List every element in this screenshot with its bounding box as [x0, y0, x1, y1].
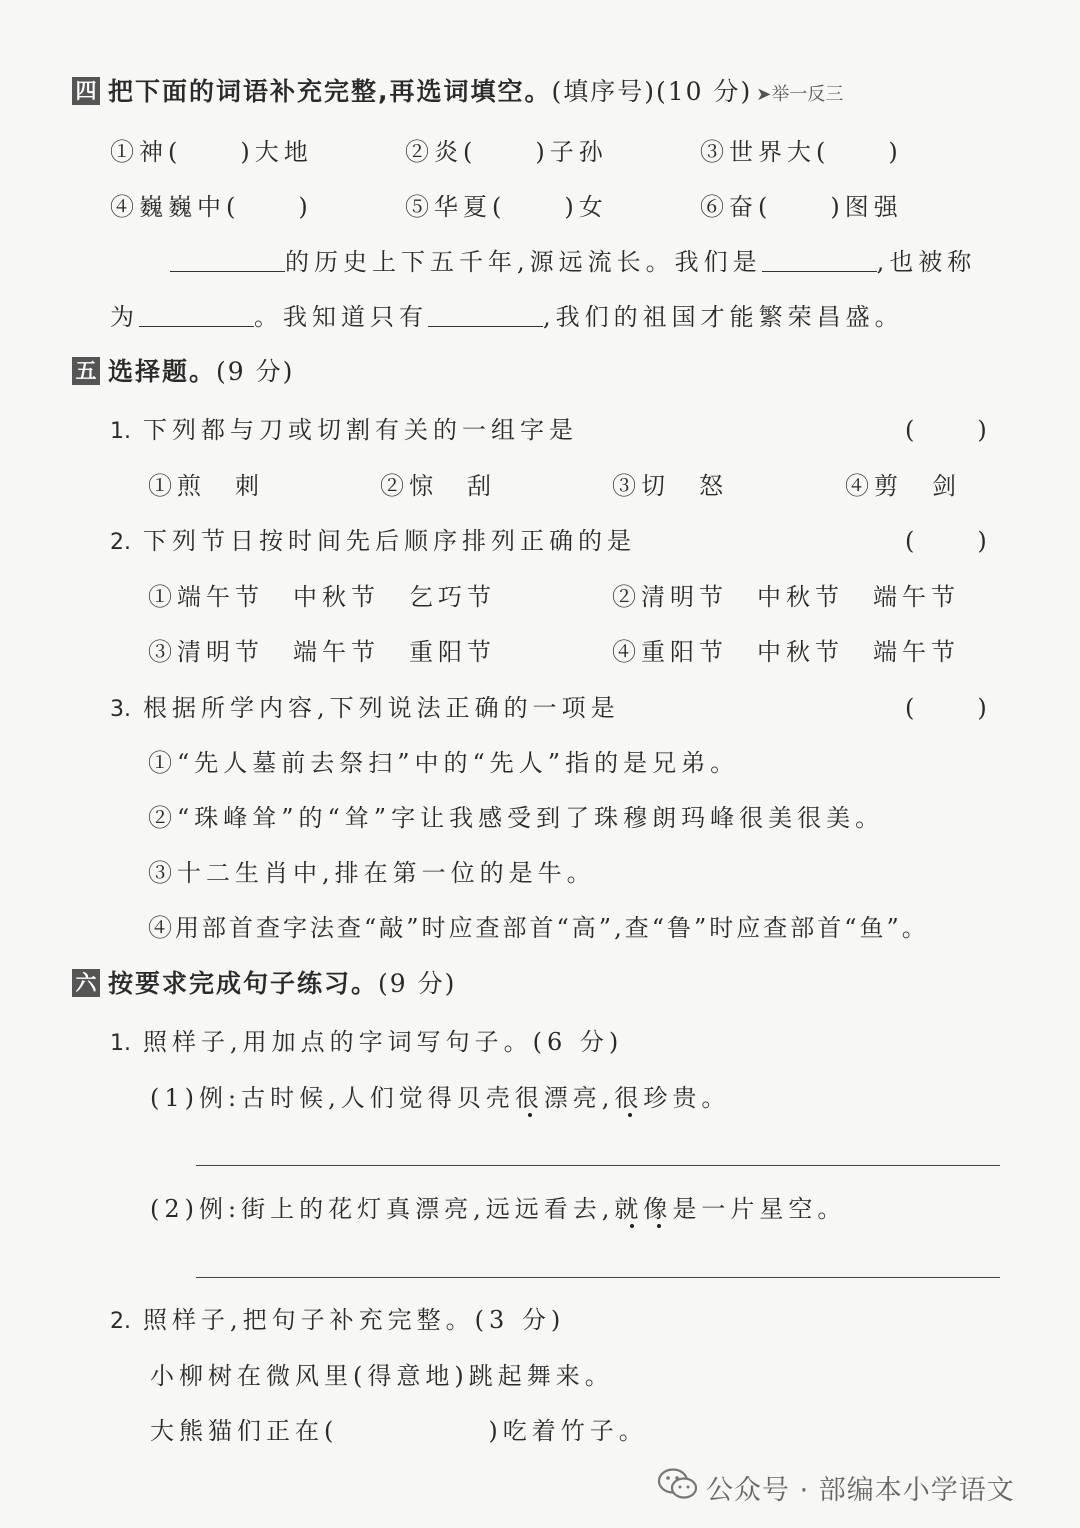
task-6-2: 大熊猫们正在( )吃着竹子。	[150, 1417, 648, 1445]
example-6-1-1: (1)例:古时候,人们觉得贝壳很漂亮,很珍贵。	[150, 1084, 731, 1112]
section-6-points: (9 分)	[378, 969, 457, 998]
question-5-1: 1. 下列都与刀或切割有关的一组字是	[110, 416, 578, 444]
word-item-5: ⑤华夏( )女	[405, 193, 608, 221]
answer-blank-1[interactable]	[170, 271, 285, 272]
word-item-2: ②炎( )子孙	[405, 138, 608, 166]
section-6-badge: 六	[72, 969, 100, 997]
word-item-4: ④巍巍中( )	[110, 193, 313, 221]
example-6-1-2: (2)例:街上的花灯真漂亮,远远看去,就像是一片星空。	[150, 1195, 847, 1223]
section-5-heading	[72, 352, 294, 388]
option-5-3-d: ④用部首查字法查“敲”时应查部首“高”,查“鲁”时应查部首“鱼”。	[148, 914, 929, 942]
answer-blank-2[interactable]	[762, 271, 877, 272]
section-5-badge: 五	[72, 357, 100, 385]
word-item-3: ③世界大( )	[700, 138, 903, 166]
question-6-2: 2. 照样子,把句子补充完整。(3 分)	[110, 1306, 566, 1334]
question-5-3: 3. 根据所学内容,下列说法正确的一项是	[110, 694, 620, 722]
option-5-2-c: ③清明节 端午节 重阳节	[148, 638, 496, 666]
option-5-3-c: ③十二生肖中,排在第一位的是牛。	[148, 859, 596, 887]
option-5-2-a: ①端午节 中秋节 乞巧节	[148, 583, 496, 611]
section-4-badge: 四	[72, 77, 100, 105]
section-5-points: (9 分)	[216, 357, 295, 386]
answer-line-2[interactable]	[196, 1277, 1000, 1278]
watermark-text: 公众号 · 部编本小学语文	[706, 1475, 1015, 1506]
answer-blank-4[interactable]	[428, 326, 543, 327]
option-5-3-b: ②“珠峰耸”的“耸”字让我感受到了珠穆朗玛峰很美很美。	[148, 804, 885, 832]
emphasis-dot	[630, 1224, 634, 1228]
question-6-1: 1. 照样子,用加点的字词写句子。(6 分)	[110, 1028, 624, 1056]
question-5-2: 2. 下列节日按时间先后顺序排列正确的是	[110, 527, 636, 555]
option-5-1-c: ③切 怒	[612, 472, 728, 500]
section-4-points: (填序号)(10 分)	[551, 77, 753, 106]
section-4-title: 把下面的词语补充完整,再选词填空。	[108, 77, 552, 106]
section-6-heading	[72, 964, 456, 1000]
word-item-6: ⑥奋( )图强	[700, 193, 903, 221]
emphasis-dot	[657, 1224, 661, 1228]
option-5-1-d: ④剪 剑	[845, 472, 961, 500]
option-5-3-a: ①“先人墓前去祭扫”中的“先人”指的是兄弟。	[148, 749, 740, 777]
option-5-1-a: ①煎 刺	[148, 472, 264, 500]
answer-paren-5-2[interactable]: ( )	[905, 527, 992, 555]
fill-sentence-1: 的历史上下五千年,源远流长。我们是 ,也被称	[170, 242, 976, 277]
emphasis-dot	[628, 1113, 632, 1117]
section-4-heading	[72, 72, 843, 108]
answer-line-1[interactable]	[196, 1165, 1000, 1166]
answer-paren-5-1[interactable]: ( )	[905, 416, 992, 444]
example-6-2: 小柳树在微风里(得意地)跳起舞来。	[150, 1362, 614, 1390]
section-6-title: 按要求完成句子练习。	[108, 969, 379, 998]
word-item-1: ①神( )大地	[110, 138, 313, 166]
section-5-title: 选择题。	[108, 357, 217, 386]
section-4-hint: ➤举一反三	[756, 84, 844, 105]
emphasis-dot	[528, 1113, 532, 1117]
wechat-icon	[657, 1466, 699, 1502]
answer-blank-3[interactable]	[139, 326, 254, 327]
fill-sentence-2: 为 。我知道只有 ,我们的祖国才能繁荣昌盛。	[110, 303, 904, 331]
option-5-2-d: ④重阳节 中秋节 端午节	[612, 638, 960, 666]
option-5-2-b: ②清明节 中秋节 端午节	[612, 583, 960, 611]
answer-paren-5-3[interactable]: ( )	[905, 694, 992, 722]
option-5-1-b: ②惊 刮	[380, 472, 496, 500]
